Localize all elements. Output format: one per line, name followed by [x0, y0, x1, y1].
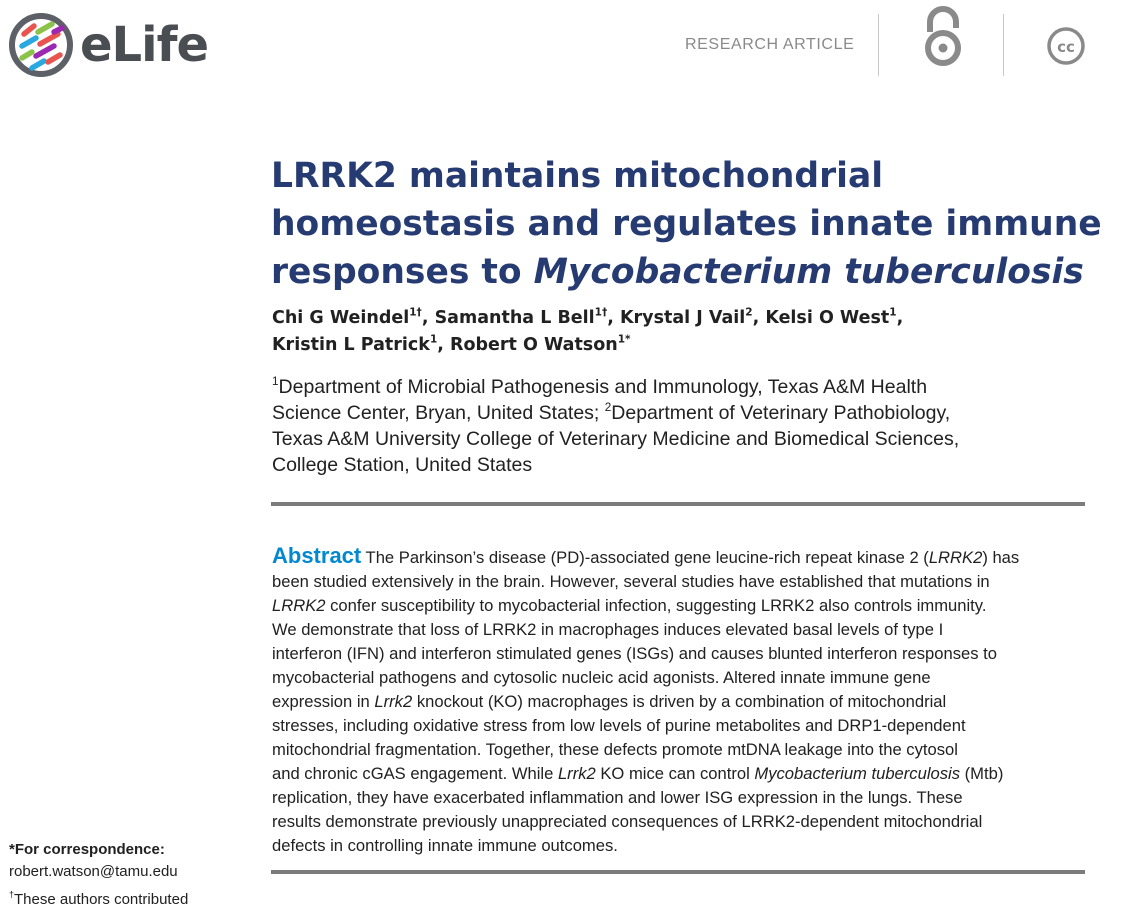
title-line: homeostasis and regulates innate immune — [271, 204, 1102, 244]
title-italic-text: Mycobacterium tuberculosis — [533, 252, 1084, 292]
abstract-italic-text: LRRK2 — [272, 596, 326, 615]
title-line: LRRK2 maintains mitochondrial — [271, 156, 884, 196]
elife-logo[interactable] — [8, 12, 208, 78]
author-affiliation-marker: 1 — [429, 333, 438, 346]
affiliation-line — [272, 374, 1072, 400]
abstract-line — [272, 810, 1092, 834]
abstract-line — [272, 642, 1092, 666]
affiliation-marker: 1 — [272, 374, 279, 388]
section-divider — [271, 502, 1085, 506]
abstract-text: ) has — [982, 548, 1020, 567]
correspondence-email-link[interactable]: robert.watson@tamu.edu — [9, 863, 178, 880]
author-name[interactable]: Chi G Weindel — [272, 308, 410, 328]
abstract-line — [272, 738, 1092, 762]
affiliations — [272, 374, 1072, 478]
correspondence-label: *For correspondence: — [9, 841, 165, 858]
affiliation-marker: 2 — [604, 400, 612, 414]
abstract-text: results demonstrate previously unappreciated consequences of LRRK2-dependent mitochondrial — [272, 812, 983, 831]
affiliation-text: Department of Veterinary Pathobiology, — [611, 402, 951, 424]
abstract-text: and chronic cGAS engagement. While — [272, 764, 558, 783]
author-affiliation-marker: 2 — [745, 306, 753, 319]
abstract-text: replication, they have exacerbated inflammation and lower ISG expression in the lungs. These — [272, 788, 963, 807]
author-affiliation-marker: 1 — [889, 306, 897, 319]
abstract — [272, 544, 1092, 858]
creative-commons-icon[interactable] — [1046, 26, 1086, 66]
author-name[interactable]: Samantha L Bell — [434, 308, 595, 328]
author-line: Kristin L Patrick$^1$, Robert O Watson$^{1*}$ — [272, 333, 631, 355]
abstract-text: (Mtb) — [960, 764, 1004, 783]
abstract-text: been studied extensively in the brain. However, several studies have established that mutations in — [272, 572, 990, 591]
abstract-italic-text: Lrrk2 — [374, 692, 413, 711]
equal-contribution-note — [9, 891, 188, 908]
abstract-text: KO mice can control — [595, 764, 755, 783]
cc-text: cc — [1057, 38, 1075, 56]
abstract-heading: Abstract — [272, 543, 362, 568]
abstract-line — [272, 690, 1092, 714]
elife-logo-icon — [8, 12, 74, 78]
abstract-line — [272, 762, 1092, 786]
abstract-text: defects in controlling innate immune outcomes. — [272, 836, 618, 855]
author-line: Chi G Weindel$^{1\dagger}$, Samantha L Bell$^{1\dagger}$, Krystal J Vail$^2$, Kelsi O West$^1$, — [272, 306, 904, 328]
affiliation-text: Department of Microbial Pathogenesis and Immunology, Texas A&M Health — [278, 376, 928, 398]
affiliation-line: Texas A&M University College of Veterinary Medicine and Biomedical Sciences, — [272, 428, 960, 450]
abstract-line — [272, 834, 1092, 858]
author-list — [272, 305, 1092, 359]
abstract-line — [272, 594, 1092, 618]
abstract-line — [272, 714, 1092, 738]
contribution-text: These authors contributed — [14, 891, 189, 908]
author-name[interactable]: Krystal J Vail — [619, 308, 746, 328]
author-affiliation-marker: 1* — [617, 333, 631, 346]
author-name[interactable]: Kelsi O West — [765, 308, 890, 328]
affiliation-line: College Station, United States — [272, 454, 533, 476]
affiliation-text: Science Center, Bryan, United States; — [272, 402, 605, 424]
header-divider — [878, 14, 879, 76]
section-divider — [271, 870, 1085, 874]
abstract-text: We demonstrate that loss of LRRK2 in macrophages induces elevated basal levels of type I — [272, 620, 944, 639]
abstract-text: stresses, including oxidative stress from low levels of purine metabolites and DRP1-dependent — [272, 716, 966, 735]
abstract-italic-text: Lrrk2 — [557, 764, 596, 783]
abstract-text: expression in — [272, 692, 375, 711]
abstract-italic-text: LRRK2 — [928, 548, 983, 567]
author-affiliation-marker: 1† — [594, 306, 608, 319]
abstract-line — [272, 786, 1092, 810]
abstract-line — [272, 666, 1092, 690]
abstract-line — [272, 570, 1092, 594]
elife-logo-text: eLife — [80, 17, 209, 73]
title-line-text: responses to — [271, 252, 534, 292]
abstract-text: interferon (IFN) and interferon stimulated genes (ISGs) and causes blunted interferon responses to — [272, 644, 997, 663]
abstract-text: knockout (KO) macrophages is driven by a combination of mitochondrial — [412, 692, 947, 711]
author-affiliation-marker: 1† — [409, 306, 422, 319]
author-name[interactable]: Kristin L Patrick — [272, 335, 430, 355]
open-access-icon[interactable] — [921, 6, 965, 68]
title-line — [271, 248, 1111, 296]
abstract-text: mitochondrial fragmentation. Together, these defects promote mtDNA leakage into the cytosol — [272, 740, 958, 759]
abstract-text: confer susceptibility to mycobacterial infection, suggesting LRRK2 also controls immunity. — [325, 596, 987, 615]
affiliation-line — [272, 400, 1072, 426]
abstract-italic-text: Mycobacterium tuberculosis — [754, 764, 961, 783]
abstract-line — [272, 618, 1092, 642]
header-divider — [1003, 14, 1004, 76]
contribution-marker: † — [9, 889, 15, 900]
article-title — [271, 152, 1111, 296]
article-type-label: RESEARCH ARTICLE — [685, 36, 855, 53]
abstract-text: The Parkinson’s disease (PD)-associated gene leucine-rich repeat kinase 2 ( — [361, 548, 929, 567]
author-name[interactable]: Robert O Watson — [450, 335, 618, 355]
abstract-line — [272, 544, 1092, 570]
abstract-text: mycobacterial pathogens and cytosolic nucleic acid agonists. Altered innate immune gene — [272, 668, 931, 687]
correspondence — [9, 839, 178, 883]
